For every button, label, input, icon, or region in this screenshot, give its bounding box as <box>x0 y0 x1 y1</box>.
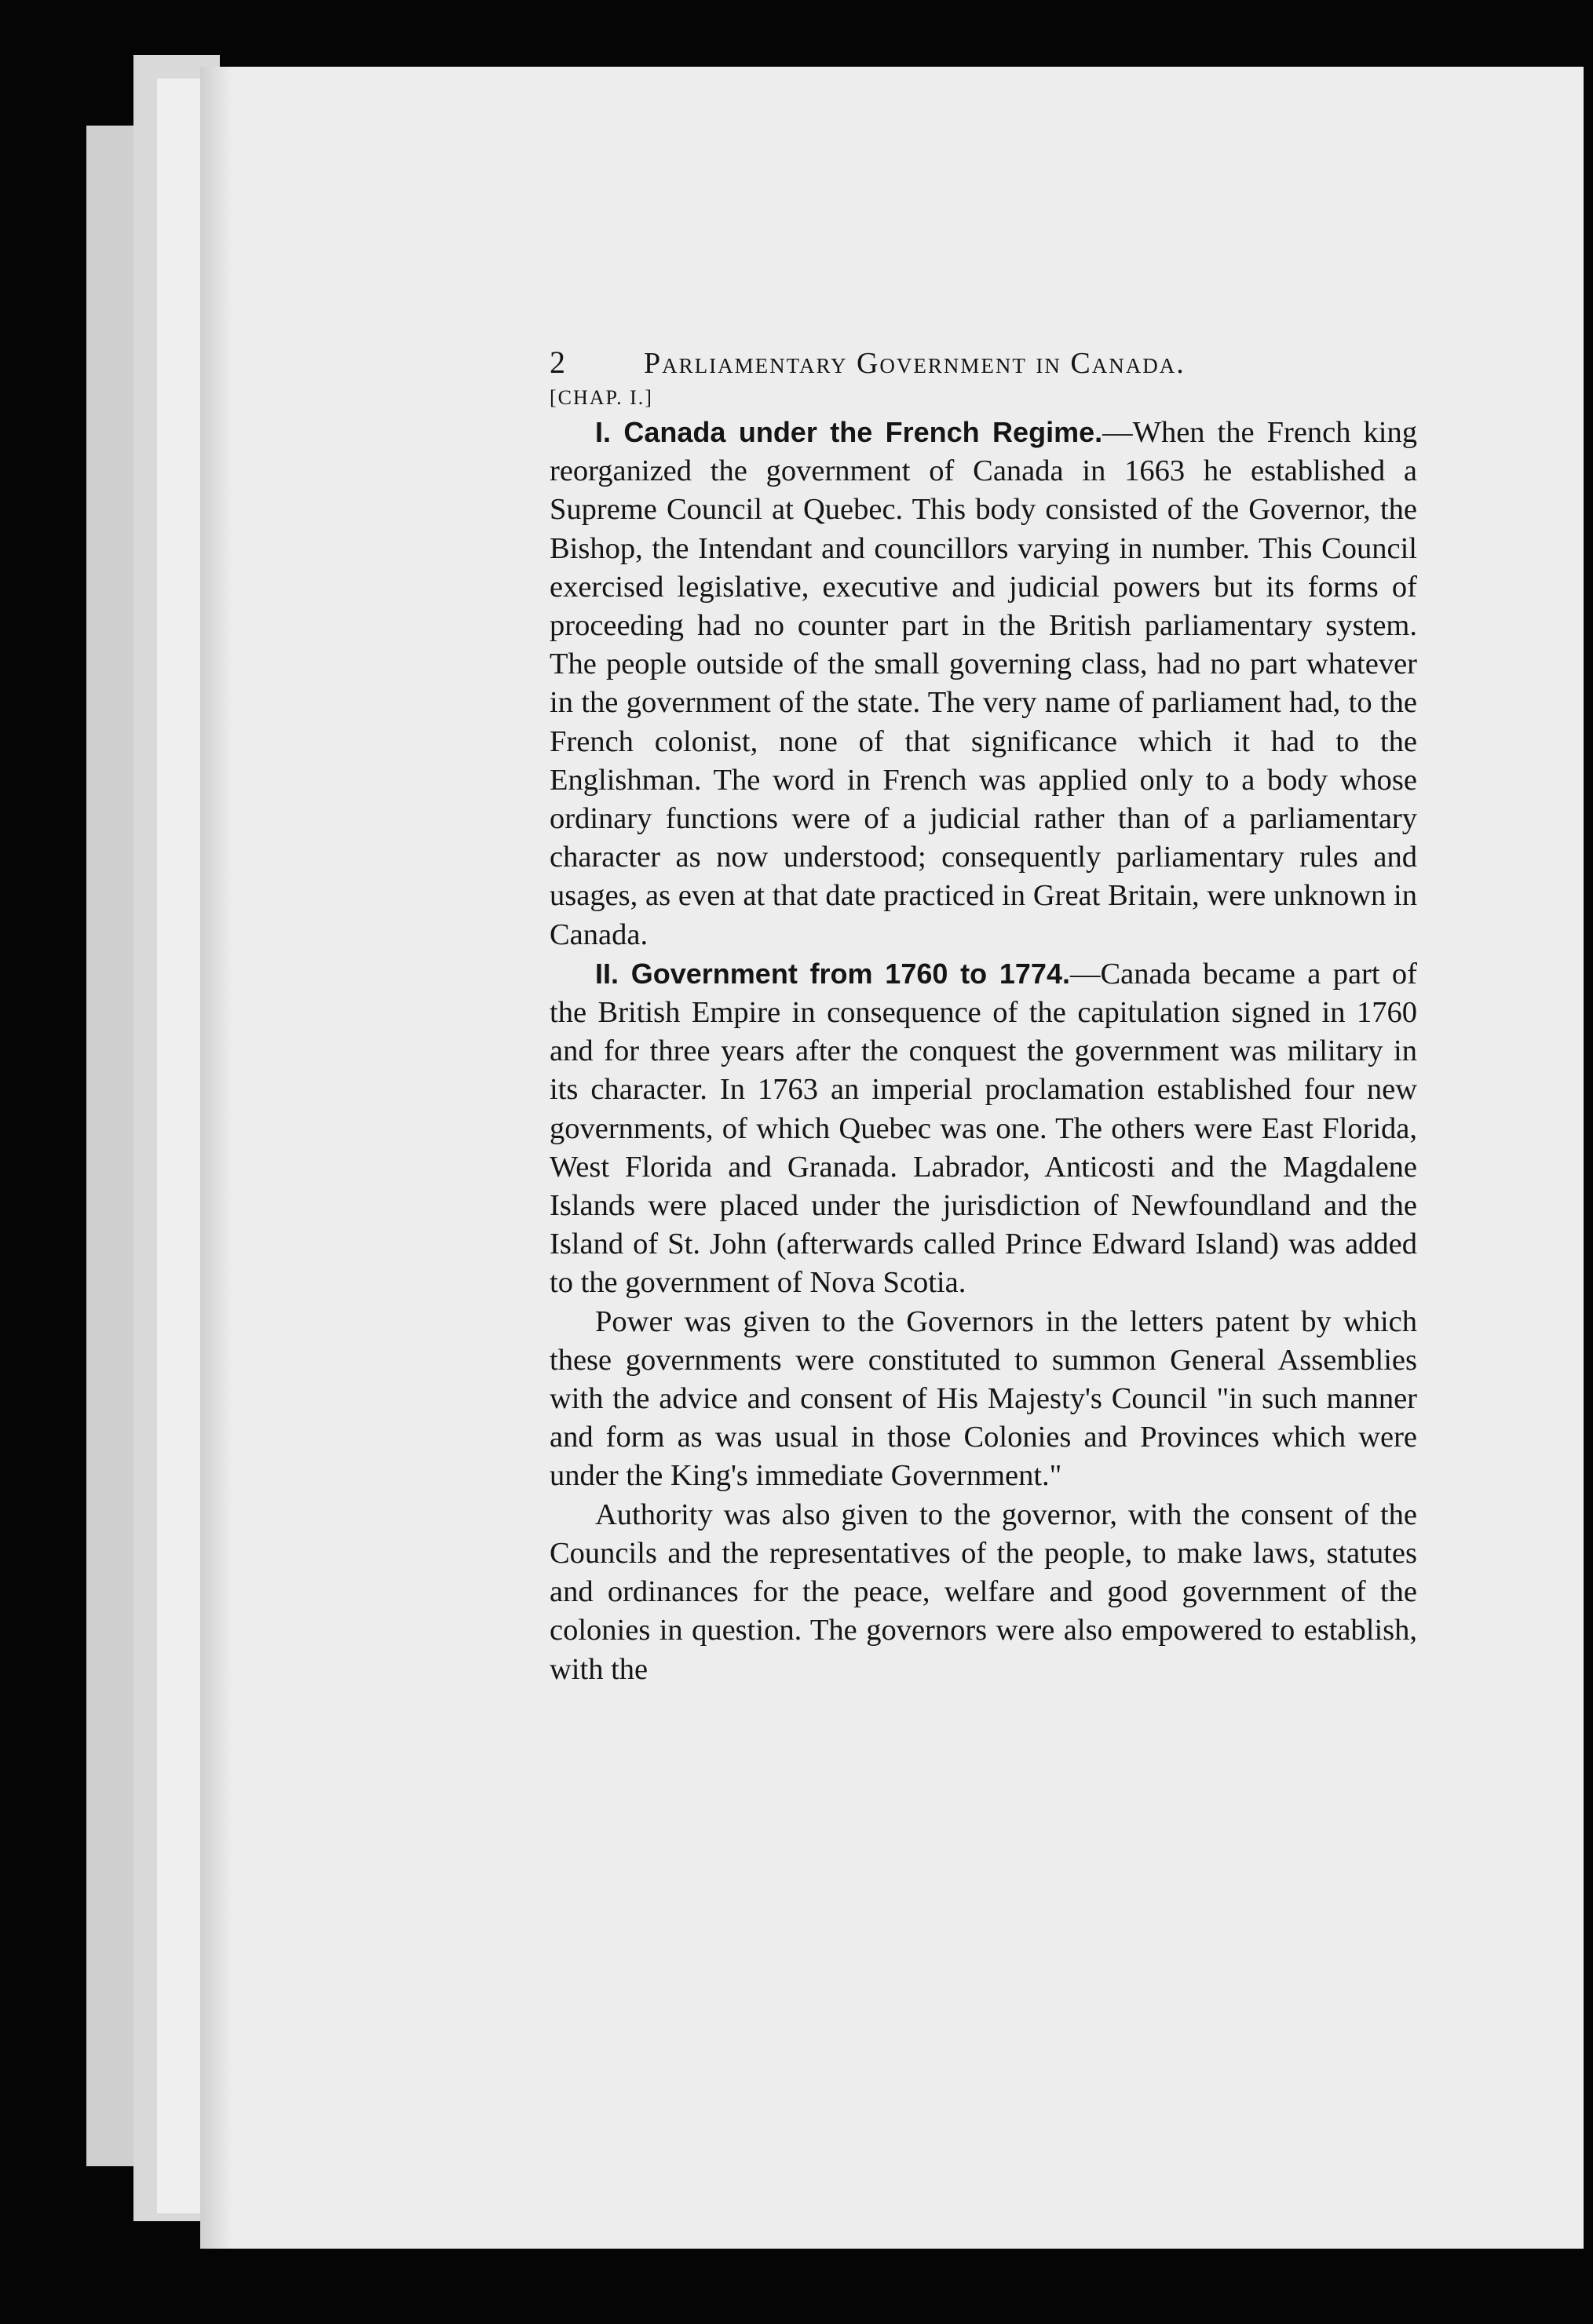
body-paragraph: Authority was also given to the governor, with the consent of the Councils and the representatives of the people, to make laws, statutes and ordinances for the peace, welfare and good government of the colonies in question. The governors were also empowered to establish, with the <box>550 1498 1417 1686</box>
section-paragraph <box>550 413 1417 954</box>
page-gutter-shadow <box>200 67 232 2249</box>
section-heading: II. Government from 1760 to 1774. <box>595 957 1070 990</box>
section-paragraph <box>550 954 1417 1303</box>
page-number: 2 <box>550 345 566 380</box>
running-title: Parliamentary Government in Canada. <box>644 347 1186 380</box>
page-content <box>550 344 1417 1689</box>
section-body: —Canada became a part of the British Empire in consequence of the capitulation signed in 1760 and for three years after the conquest the government was military in its character. In 1763 an imperial proclamation established four new governments, of which Quebec was one. The others were East Florida, West Florida and Granada. Labrador, Anticosti and the Magdalene Islands were placed under the jurisdiction of Newfoundland and the Island of St. John (afterwards called Prince Edward Island) was added to the government of Nova Scotia. <box>550 957 1417 1300</box>
section-heading: I. Canada under the French Regime. <box>595 416 1103 448</box>
section-body: —When the French king reorganized the government of Canada in 1663 he established a Supreme Council at Quebec. This body consisted of the Governor, the Bishop, the Intendant and councillors varying in number. This Council exercised legislative, executive and judicial powers but its forms of proceeding had no counter part in the British parliamentary system. The people outside of the small governing class, had no part whatever in the government of the state. The very name of parliament had, to the French colonist, none of that significance which it had to the Englishman. The word in French was applied only to a body whose ordinary functions were of a judicial rather than of a parliamentary character as now understood; consequently parliamentary rules and usages, as even at that date practiced in Great Britain, were unknown in Canada. <box>550 416 1417 951</box>
running-head <box>550 344 1417 385</box>
chapter-reference: [CHAP. I.] <box>550 386 653 409</box>
body-paragraph: Power was given to the Governors in the letters patent by which these governments were constituted to summon General Assemblies with the advice and consent of His Majesty's Council "in such manner and form as was usual in those Colonies and Provinces which were under the King's immediate Government." <box>550 1304 1417 1493</box>
